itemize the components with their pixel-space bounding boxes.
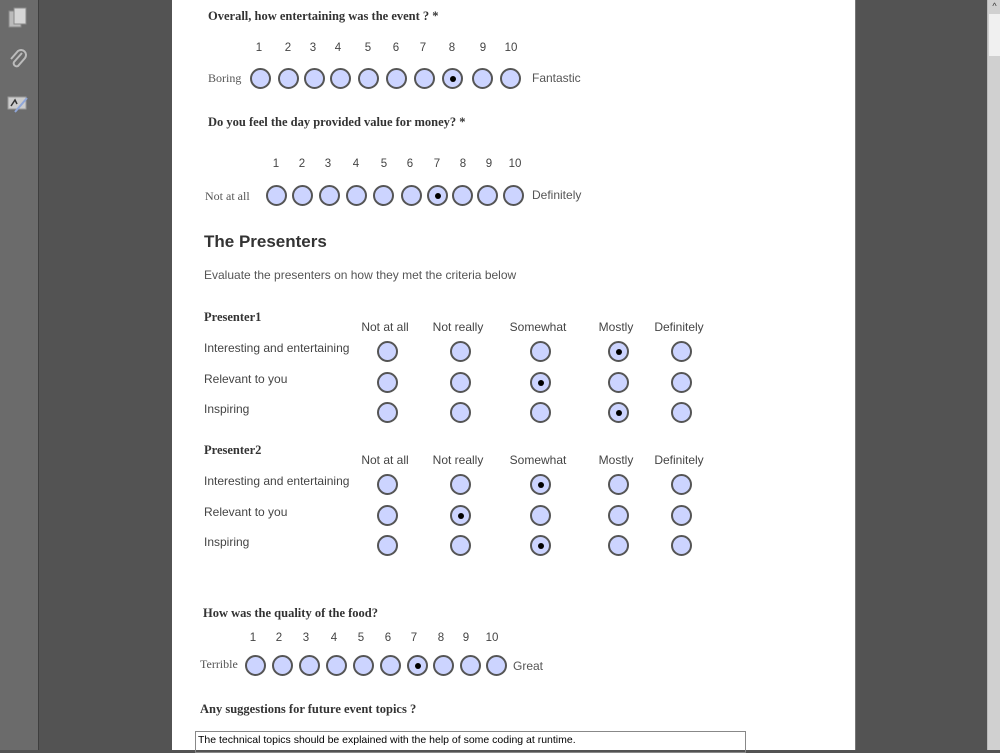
document-background-left — [39, 0, 172, 750]
rating-radio-7[interactable] — [414, 68, 435, 89]
rating-radio-9[interactable] — [472, 68, 493, 89]
question-value: Do you feel the day provided value for money? * — [208, 115, 466, 129]
vertical-scrollbar[interactable] — [987, 0, 1000, 750]
scale-number: 9 — [485, 158, 493, 170]
criteria-label: Interesting and entertaining — [204, 341, 350, 355]
scale-number: 6 — [406, 158, 414, 170]
question-suggestions: Any suggestions for future event topics ? — [200, 702, 417, 716]
scale-number: 8 — [448, 42, 456, 54]
question-entertaining: Overall, how entertaining was the event ? * — [208, 9, 439, 23]
scale-number: 5 — [357, 632, 365, 644]
left-toolbar — [0, 0, 39, 750]
criteria-label: Inspiring — [204, 535, 250, 549]
scale-number: 5 — [380, 158, 388, 170]
rating-radio-1[interactable] — [266, 185, 287, 206]
matrix-radio[interactable] — [608, 372, 629, 393]
matrix-radio[interactable] — [450, 505, 471, 526]
column-header: Not really — [432, 320, 484, 334]
matrix-radio[interactable] — [530, 341, 551, 362]
scale-number: 6 — [392, 42, 400, 54]
scale-number: 7 — [410, 632, 418, 644]
rating-radio-3[interactable] — [319, 185, 340, 206]
rating-radio-4[interactable] — [330, 68, 351, 89]
rating-radio-10[interactable] — [486, 655, 507, 676]
scale-number: 5 — [364, 42, 372, 54]
scale-number: 9 — [462, 632, 470, 644]
scale-number: 1 — [255, 42, 263, 54]
rating-radio-4[interactable] — [346, 185, 367, 206]
matrix-radio[interactable] — [377, 535, 398, 556]
matrix-radio[interactable] — [671, 474, 692, 495]
section-subtitle: Evaluate the presenters on how they met the criteria below — [204, 268, 517, 282]
matrix-radio[interactable] — [530, 402, 551, 423]
matrix-radio[interactable] — [377, 474, 398, 495]
column-header: Somewhat — [509, 453, 567, 467]
column-header: Somewhat — [509, 320, 567, 334]
presenter-name: Presenter2 — [204, 443, 262, 457]
matrix-radio[interactable] — [450, 372, 471, 393]
matrix-radio[interactable] — [530, 505, 551, 526]
scale-number: 6 — [384, 632, 392, 644]
rating-radio-6[interactable] — [401, 185, 422, 206]
scale-number: 9 — [479, 42, 487, 54]
scale-number: 10 — [485, 632, 499, 644]
matrix-radio[interactable] — [608, 535, 629, 556]
rating-radio-3[interactable] — [299, 655, 320, 676]
rating-radio-4[interactable] — [326, 655, 347, 676]
scale-number: 2 — [298, 158, 306, 170]
matrix-radio[interactable] — [608, 505, 629, 526]
scale-number: 7 — [419, 42, 427, 54]
scale-number: 2 — [284, 42, 292, 54]
scale-low-label: Not at all — [205, 189, 250, 203]
scale-high-label: Fantastic — [532, 71, 581, 85]
signatures-icon[interactable] — [6, 92, 30, 116]
scale-number: 3 — [324, 158, 332, 170]
scale-number: 7 — [433, 158, 441, 170]
scale-number: 4 — [330, 632, 338, 644]
scale-number: 8 — [437, 632, 445, 644]
scale-number: 10 — [508, 158, 522, 170]
matrix-radio[interactable] — [530, 535, 551, 556]
matrix-radio[interactable] — [530, 372, 551, 393]
pages-icon[interactable] — [6, 6, 30, 30]
rating-radio-1[interactable] — [250, 68, 271, 89]
rating-radio-6[interactable] — [386, 68, 407, 89]
matrix-radio[interactable] — [608, 402, 629, 423]
matrix-radio[interactable] — [450, 535, 471, 556]
scale-number: 1 — [249, 632, 257, 644]
matrix-radio[interactable] — [608, 474, 629, 495]
document-background-right — [855, 0, 988, 750]
scale-low-label: Terrible — [200, 657, 238, 671]
rating-radio-5[interactable] — [358, 68, 379, 89]
scale-number: 4 — [334, 42, 342, 54]
rating-radio-2[interactable] — [278, 68, 299, 89]
column-header: Mostly — [598, 320, 634, 334]
suggestions-text-field[interactable]: The technical topics should be explained with the help of some coding at runtime. — [195, 731, 746, 753]
criteria-label: Inspiring — [204, 402, 250, 416]
column-header: Mostly — [598, 453, 634, 467]
scale-number: 3 — [309, 42, 317, 54]
matrix-radio[interactable] — [450, 474, 471, 495]
matrix-radio[interactable] — [671, 341, 692, 362]
section-title: The Presenters — [204, 232, 327, 251]
criteria-label: Relevant to you — [204, 372, 288, 386]
matrix-radio[interactable] — [377, 402, 398, 423]
rating-radio-2[interactable] — [292, 185, 313, 206]
criteria-label: Relevant to you — [204, 505, 288, 519]
column-header: Definitely — [654, 453, 704, 467]
rating-radio-7[interactable] — [427, 185, 448, 206]
rating-radio-5[interactable] — [353, 655, 374, 676]
scale-low-label: Boring — [208, 71, 242, 85]
rating-radio-2[interactable] — [272, 655, 293, 676]
rating-radio-10[interactable] — [500, 68, 521, 89]
column-header: Not really — [432, 453, 484, 467]
column-header: Not at all — [361, 453, 409, 467]
rating-radio-6[interactable] — [380, 655, 401, 676]
matrix-radio[interactable] — [377, 341, 398, 362]
scroll-up-arrow-icon[interactable]: ^ — [992, 1, 997, 11]
scale-number: 8 — [459, 158, 467, 170]
matrix-radio[interactable] — [671, 402, 692, 423]
question-food: How was the quality of the food? — [203, 606, 379, 620]
rating-radio-8[interactable] — [433, 655, 454, 676]
criteria-label: Interesting and entertaining — [204, 474, 350, 488]
scale-high-label: Definitely — [532, 188, 582, 202]
presenter-name: Presenter1 — [204, 310, 262, 324]
matrix-radio[interactable] — [671, 505, 692, 526]
scroll-thumb[interactable] — [989, 14, 1000, 56]
rating-radio-5[interactable] — [373, 185, 394, 206]
column-header: Definitely — [654, 320, 704, 334]
rating-radio-1[interactable] — [245, 655, 266, 676]
scale-number: 2 — [275, 632, 283, 644]
rating-radio-8[interactable] — [442, 68, 463, 89]
rating-radio-9[interactable] — [460, 655, 481, 676]
scale-number: 10 — [504, 42, 518, 54]
matrix-radio[interactable] — [377, 505, 398, 526]
column-header: Not at all — [361, 320, 409, 334]
rating-radio-8[interactable] — [452, 185, 473, 206]
matrix-radio[interactable] — [530, 474, 551, 495]
scale-high-label: Great — [513, 659, 544, 673]
matrix-radio[interactable] — [671, 535, 692, 556]
matrix-radio[interactable] — [450, 402, 471, 423]
rating-radio-3[interactable] — [304, 68, 325, 89]
matrix-radio[interactable] — [671, 372, 692, 393]
scale-number: 4 — [352, 158, 360, 170]
rating-radio-10[interactable] — [503, 185, 524, 206]
matrix-radio[interactable] — [450, 341, 471, 362]
rating-radio-9[interactable] — [477, 185, 498, 206]
scale-number: 3 — [302, 632, 310, 644]
scale-number: 1 — [272, 158, 280, 170]
matrix-radio[interactable] — [608, 341, 629, 362]
matrix-radio[interactable] — [377, 372, 398, 393]
attachments-icon[interactable] — [6, 48, 30, 72]
rating-radio-7[interactable] — [407, 655, 428, 676]
